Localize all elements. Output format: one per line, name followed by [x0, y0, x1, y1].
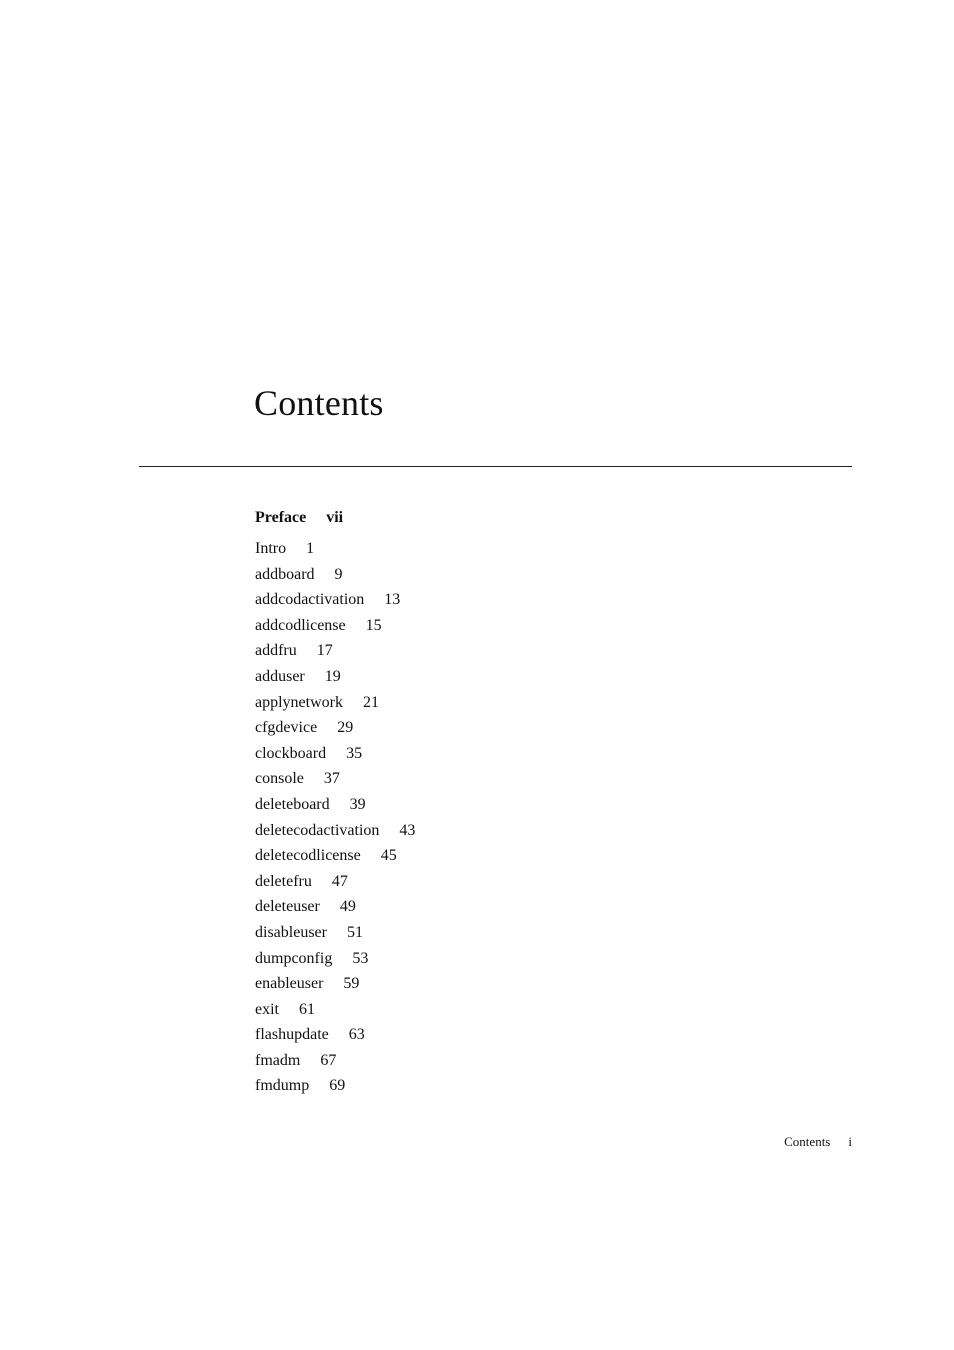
toc-entry-page: 69	[329, 1077, 346, 1095]
toc-entry-label: deletecodlicense	[255, 847, 361, 865]
toc-entry-label: flashupdate	[255, 1026, 329, 1044]
toc-entry-label: applynetwork	[255, 693, 343, 711]
toc-entry-page: 39	[349, 795, 366, 813]
toc-entry-page: 9	[334, 565, 343, 583]
toc-entry-preface[interactable]	[255, 507, 343, 529]
toc-entry-label: fmdump	[255, 1077, 310, 1095]
toc-entry-label: addfru	[255, 642, 297, 660]
toc-entry-label: addcodactivation	[255, 591, 365, 609]
toc-entry-label: disableuser	[255, 923, 327, 941]
toc-entry-label: Preface	[255, 509, 307, 526]
toc-entry-label: Intro	[255, 540, 287, 557]
toc-entry[interactable]	[255, 845, 415, 871]
footer-section-label: Contents	[784, 1134, 831, 1149]
toc-entry[interactable]	[255, 717, 415, 743]
toc-entry[interactable]	[255, 743, 415, 769]
toc-entry-page: 29	[337, 719, 354, 737]
page-footer	[784, 1133, 852, 1151]
toc-entry[interactable]	[255, 589, 415, 615]
toc-list	[255, 538, 415, 1101]
toc-entry[interactable]	[255, 615, 415, 641]
toc-entry-label: console	[255, 770, 304, 788]
toc-entry-page: 21	[362, 693, 379, 711]
toc-entry-label: deletecodactivation	[255, 821, 380, 839]
toc-entry-label: deleteboard	[255, 795, 330, 813]
toc-entry-label: enableuser	[255, 975, 324, 993]
toc-entry[interactable]	[255, 948, 415, 974]
toc-entry[interactable]	[255, 666, 415, 692]
toc-entry[interactable]	[255, 1075, 415, 1101]
toc-entry-page: 63	[348, 1026, 365, 1044]
toc-entry[interactable]	[255, 1024, 415, 1050]
toc-entry-label: adduser	[255, 667, 305, 685]
toc-entry-page: 1	[306, 540, 315, 557]
toc-entry-label: clockboard	[255, 744, 327, 762]
toc-entry-page: 59	[343, 975, 360, 993]
title-divider	[139, 466, 852, 467]
toc-entry[interactable]	[255, 922, 415, 948]
toc-entry-page: 61	[299, 1000, 315, 1018]
toc-entry-page: 35	[346, 744, 363, 762]
toc-entry-page: 47	[331, 872, 348, 890]
toc-entry-page: 37	[323, 770, 340, 788]
toc-entry[interactable]	[255, 692, 415, 718]
toc-entry-label: cfgdevice	[255, 719, 318, 737]
toc-entry-page: 43	[399, 821, 416, 839]
toc-entry-label: deleteuser	[255, 898, 320, 916]
toc-entry[interactable]	[255, 538, 415, 564]
toc-entry-page: 15	[365, 616, 382, 634]
toc-entry[interactable]	[255, 640, 415, 666]
toc-entry-label: deletefru	[255, 872, 312, 890]
toc-entry-label: exit	[255, 1000, 279, 1018]
toc-entry[interactable]	[255, 871, 415, 897]
toc-entry[interactable]	[255, 768, 415, 794]
toc-entry-label: fmadm	[255, 1051, 301, 1069]
toc-entry-page: 67	[320, 1051, 337, 1069]
toc-entry-page: 49	[339, 898, 356, 916]
toc-entry-page: 19	[324, 667, 341, 685]
toc-entry[interactable]	[255, 999, 415, 1025]
toc-entry-label: dumpconfig	[255, 949, 333, 967]
toc-entry-label: addcodlicense	[255, 616, 346, 634]
toc-entry-page: vii	[326, 509, 344, 526]
toc-entry[interactable]	[255, 973, 415, 999]
toc-entry[interactable]	[255, 564, 415, 590]
footer-page-number: i	[848, 1134, 852, 1149]
toc-entry[interactable]	[255, 1050, 415, 1076]
toc-entry-page: 51	[346, 923, 363, 941]
page-title: Contents	[254, 383, 384, 423]
toc-entry-page: 13	[384, 591, 401, 609]
toc-entry-page: 45	[380, 847, 397, 865]
toc-entry-page: 53	[352, 949, 369, 967]
toc-entry-page: 17	[316, 642, 333, 660]
toc-entry[interactable]	[255, 820, 415, 846]
toc-entry[interactable]	[255, 794, 415, 820]
toc-entry-label: addboard	[255, 565, 315, 583]
toc-entry[interactable]	[255, 896, 415, 922]
